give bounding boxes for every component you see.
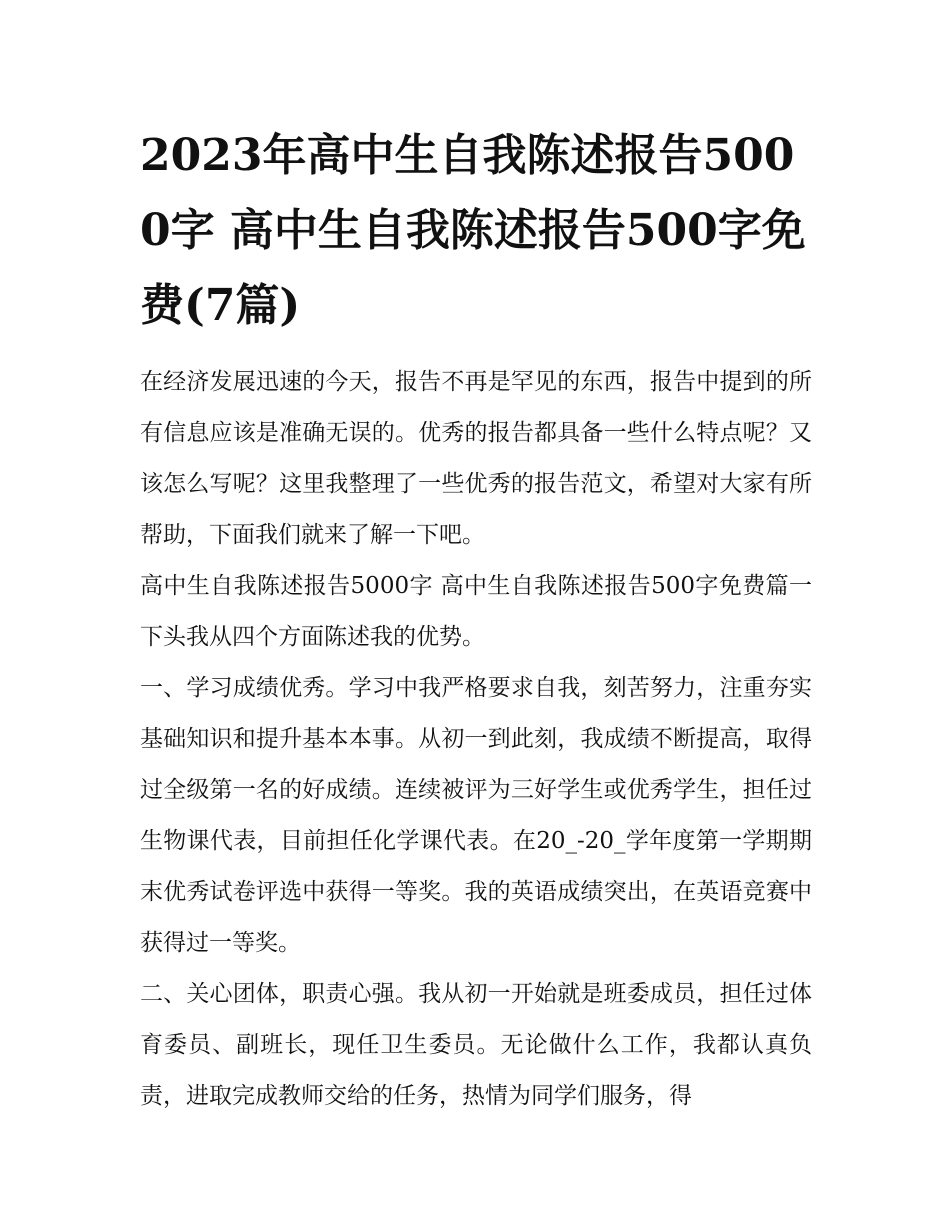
- paragraph-point-two: 二、关心团体，职责心强。我从初一开始就是班委成员，担任过体育委员、副班长，现任卫生委员。无论做什么工作，我都认真负责，进取完成教师交给的任务，热情为同学们服务，得: [140, 981, 812, 1109]
- paragraph-intro: 在经济发展迅速的今天，报告不再是罕见的东西，报告中提到的所有信息应该是准确无误的。优秀的报告都具备一些什么特点呢？又该怎么写呢？这里我整理了一些优秀的报告范文，希望对大家有所帮助，下面我们就来了解一下吧。: [140, 369, 812, 548]
- paragraph-point-one: 一、学习成绩优秀。学习中我严格要求自我，刻苦努力，注重夯实基础知识和提升基本本事。从初一到此刻，我成绩不断提高，取得过全级第一名的好成绩。连续被评为三好学生或优秀学生，担任过生物课代表，目前担任化学课代表。在20_-20_学年度第一学期期末优秀试卷评选中获得一等奖。我的英语成绩突出，在英语竞赛中获得过一等奖。: [140, 675, 812, 956]
- document-body: [140, 118, 812, 1122]
- paragraph-section-heading: 高中生自我陈述报告5000字 高中生自我陈述报告500字免费篇一 下头我从四个方面陈述我的优势。: [140, 573, 812, 650]
- document-title: 2023年高中生自我陈述报告5000字 高中生自我陈述报告500字免费(7篇): [140, 130, 806, 331]
